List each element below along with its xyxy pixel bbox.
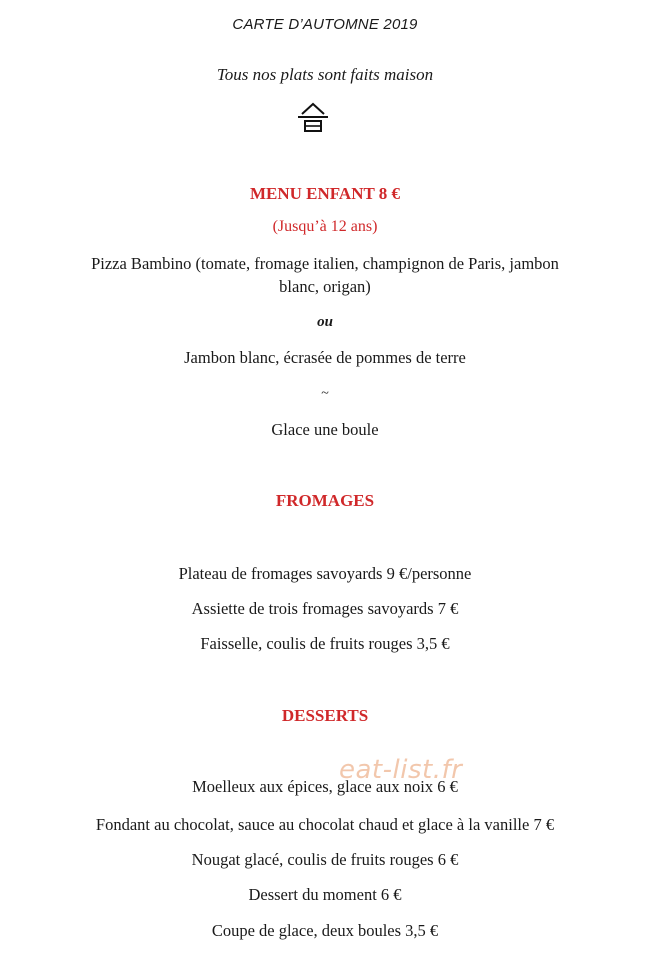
menu-enfant-or-separator: ou — [317, 314, 333, 330]
house-logo-icon — [296, 100, 330, 134]
menu-enfant-age-note: (Jusqu’à 12 ans) — [272, 218, 378, 235]
watermark: eat-list.fr — [339, 755, 463, 785]
desserts-item-moment: Dessert du moment 6 € — [248, 885, 402, 904]
desserts-item-nougat: Nougat glacé, coulis de fruits rouges 6 € — [191, 850, 459, 869]
desserts-item-moelleux: Moelleux aux épices, glace aux noix 6 € — [192, 777, 458, 796]
menu-enfant-option1-line2: blanc, origan) — [279, 277, 371, 296]
menu-enfant-dessert: Glace une boule — [271, 420, 379, 439]
fromages-item-plateau: Plateau de fromages savoyards 9 €/personne — [178, 564, 472, 583]
fromages-item-assiette: Assiette de trois fromages savoyards 7 € — [191, 599, 459, 618]
menu-enfant-title: MENU ENFANT 8 € — [249, 184, 400, 203]
menu-enfant-tilde-separator: ~ — [321, 386, 329, 401]
desserts-title: DESSERTS — [281, 706, 369, 725]
menu-tagline: Tous nos plats sont faits maison — [216, 65, 434, 84]
fromages-item-faisselle: Faisselle, coulis de fruits rouges 3,5 € — [200, 634, 450, 653]
menu-header-title: CARTE D’AUTOMNE 2019 — [232, 16, 418, 33]
desserts-item-fondant: Fondant au chocolat, sauce au chocolat chaud et glace à la vanille 7 € — [95, 815, 555, 834]
menu-enfant-option1-line1: Pizza Bambino (tomate, fromage italien, champignon de Paris, jambon — [91, 254, 559, 273]
menu-enfant-option2: Jambon blanc, écrasée de pommes de terre — [184, 348, 466, 367]
fromages-title: FROMAGES — [275, 491, 375, 510]
desserts-item-coupe: Coupe de glace, deux boules 3,5 € — [211, 921, 439, 940]
